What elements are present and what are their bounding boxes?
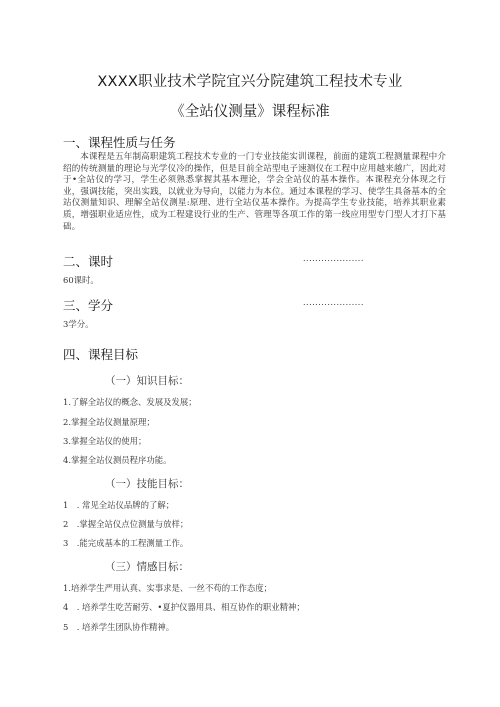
list-item: 2.掌握全站仪测量原理；: [63, 417, 155, 427]
list-item: 1.培养学生严用认真、实事求是、一丝不苟的工作态度；: [63, 583, 272, 593]
section2-heading: 二、课时: [63, 254, 114, 269]
section4-heading: 四、课程目标: [63, 347, 139, 362]
section1-heading: 一、课程性质与任务: [63, 135, 176, 150]
emotion-goals-title: （三）情感目标：: [105, 561, 189, 573]
section1-body: 本课程是五年制高职建筑工程技术专业的一门专业技能实训课程，前面的建筑工程测量课程中介绍的传统测量的理论与光学仪冷的操作，但是目前全站型电子速测仪在工程中应用越来越广，因此对于•全站仪的学习，学生必须熟悉掌握其基本理论，学会全站仪的基本操作。本课程充分体现之行业，强调技能，突出实践，以就业为导向，以能力为本位。通过本课程的学习、使学生具备基本的全站仪测量知识、理解全站仪测星:原理、进行全站仪基本操作。为提高学生专业技能，培养其职业素质，增强职业适应性，成为工程建设行业的生产、管理等各项工作的第一线应用型专门型人才打下基础。: [63, 152, 446, 232]
section3-dots: ....................: [303, 298, 364, 307]
list-item: 4.掌握全站仪测员程序功能。: [63, 455, 172, 465]
section2-dots: ....................: [303, 254, 364, 263]
list-item: 3.掌握全站仪的使用；: [63, 436, 147, 446]
list-item: 1 . 常见全站仪品牌的了解；: [63, 500, 175, 510]
document-title-line1: XXXX职业技术学院宜兴分院建筑工程技术专业: [97, 74, 403, 90]
section3-heading: 三、学分: [63, 298, 114, 313]
list-item: 5 . 培养学生团队协作精神。: [63, 622, 175, 632]
list-item: 2 .掌握全站仪点位测量与放样；: [63, 519, 189, 529]
knowledge-goals-title: （一）知识目标：: [105, 375, 189, 387]
list-item: 4 . 培养学生吃苦耐劳、•夏护仪器用具、相互协作的职业精神；: [63, 602, 305, 612]
section3-value: 3学分。: [63, 319, 94, 329]
list-item: 1.了解全站仪的概念、发展及发展；: [63, 397, 197, 407]
section2-value: 60课时。: [63, 275, 99, 285]
document-title-line2: 《全站仪测量》课程标准: [170, 104, 330, 120]
skill-goals-title: （一）技能目标：: [105, 478, 189, 490]
list-item: 3 .能完成基本的工程测量工作。: [63, 538, 189, 548]
